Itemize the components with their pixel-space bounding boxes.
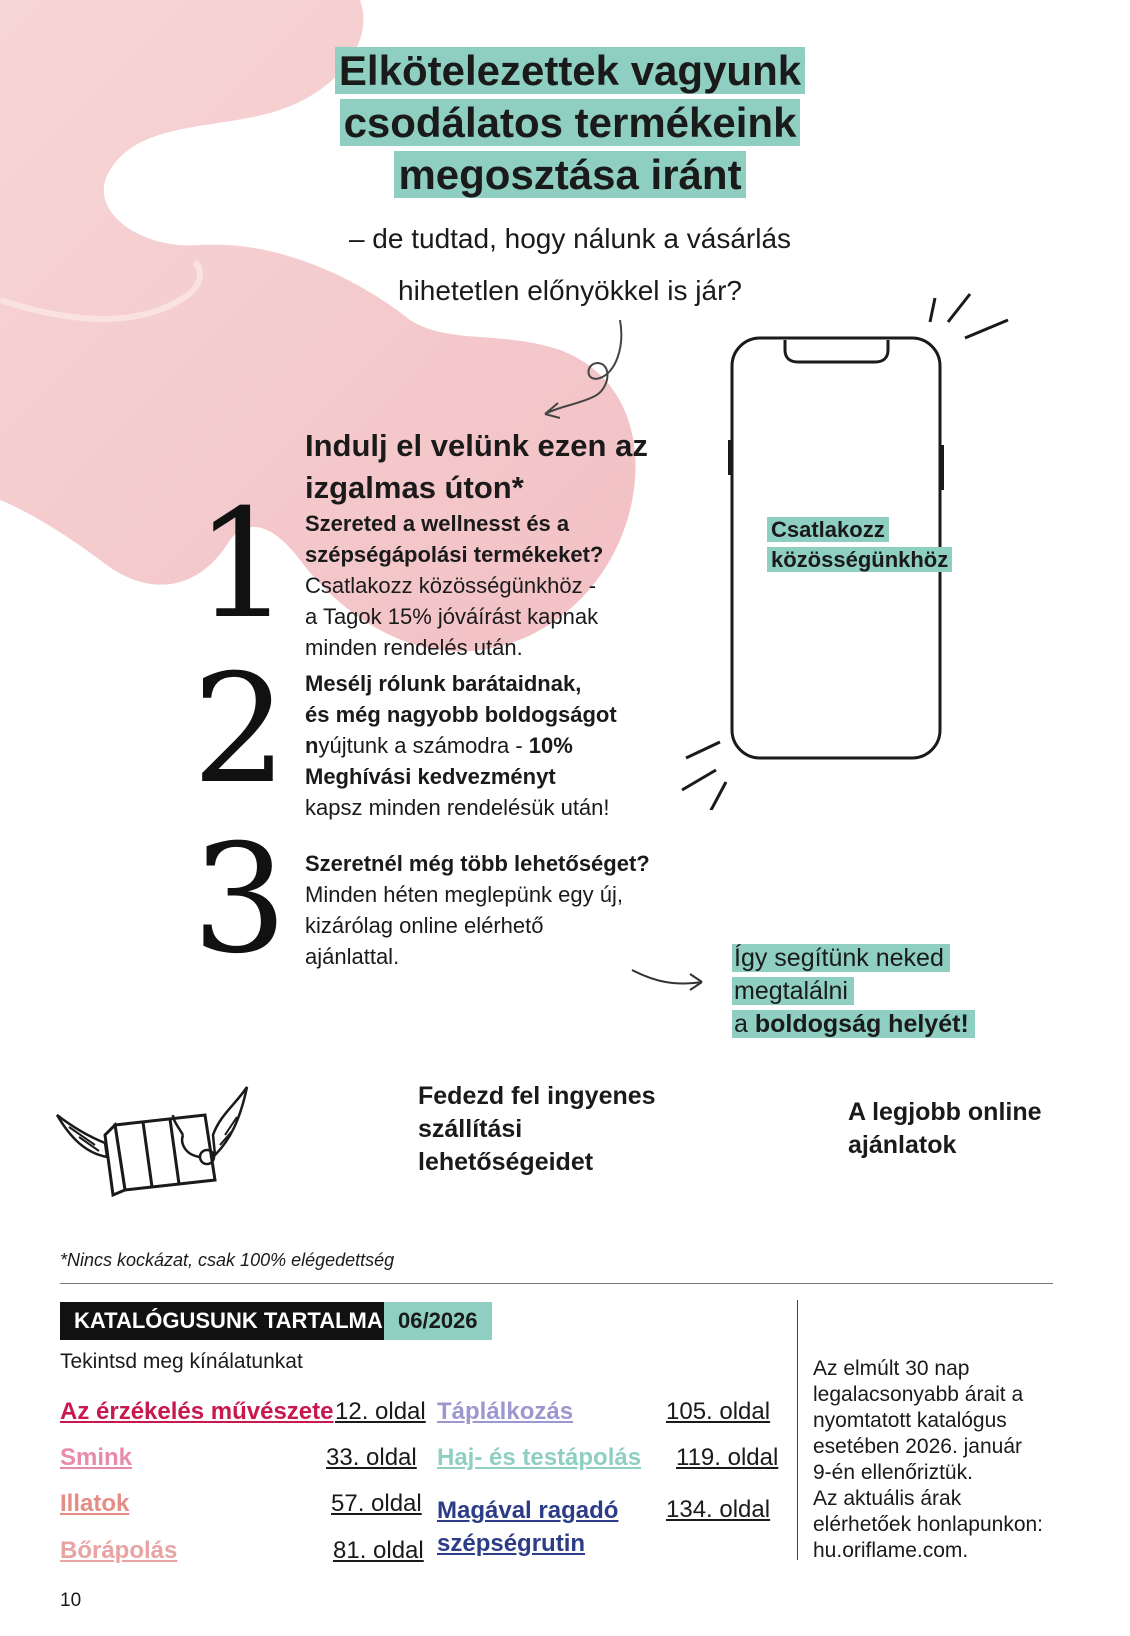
step-number-1: 1 bbox=[195, 478, 291, 652]
step-1-line-3: minden rendelés után. bbox=[305, 635, 523, 660]
toc-page-skincare[interactable]: 81. oldal bbox=[333, 1537, 424, 1564]
step-number-2: 2 bbox=[192, 643, 288, 817]
catalog-title: KATALÓGUSUNK TARTALMA bbox=[60, 1302, 397, 1340]
flying-gift-box-icon bbox=[55, 1065, 265, 1205]
price-note-line-5: 9-én ellenőriztük. bbox=[813, 1461, 973, 1484]
step-3-line-1: Minden héten meglepünk egy új, bbox=[305, 882, 623, 907]
step-1-text bbox=[305, 508, 665, 663]
shipping-line-2: szállítási bbox=[418, 1115, 523, 1143]
toc-page-fragrances[interactable]: 57. oldal bbox=[331, 1490, 422, 1517]
toc-link-nutrition[interactable]: Táplálkozás bbox=[437, 1398, 574, 1425]
catalog-date: 06/2026 bbox=[384, 1302, 492, 1340]
curly-arrow-icon bbox=[540, 318, 640, 428]
toc-page-makeup[interactable]: 33. oldal bbox=[326, 1444, 417, 1471]
journey-title bbox=[305, 425, 665, 509]
step-2-line3-text: yújtunk a számodra - bbox=[318, 733, 529, 758]
online-line-2: ajánlatok bbox=[848, 1131, 957, 1159]
find-line-3-bold: boldogság helyét! bbox=[754, 1010, 969, 1038]
toc-link-art-of-senses[interactable]: Az érzékelés művészete bbox=[60, 1398, 334, 1425]
find-line-2: megtalálni bbox=[732, 977, 854, 1005]
toc-link-fragrances[interactable]: Illatok bbox=[60, 1490, 130, 1517]
price-note-line-8: hu.oriflame.com. bbox=[813, 1539, 969, 1562]
step-3-text bbox=[305, 848, 665, 972]
price-note-line-3: nyomtatott katalógus bbox=[813, 1409, 1007, 1432]
price-note-line-6: Az aktuális árak bbox=[813, 1487, 962, 1510]
subtitle-line-2: hihetetlen előnyökkel is jár? bbox=[398, 275, 742, 306]
find-happiness-callout bbox=[732, 942, 975, 1041]
headline-line-1: Elkötelezettek vagyunk bbox=[335, 47, 805, 94]
headline-line-2: csodálatos termékeink bbox=[340, 99, 801, 146]
step-number-3: 3 bbox=[192, 813, 288, 987]
step-2-line4-bold: Meghívási kedvezményt bbox=[305, 764, 556, 789]
page-number: 10 bbox=[60, 1590, 82, 1611]
online-line-1: A legjobb online bbox=[848, 1098, 1042, 1126]
step-2-line-5: kapsz minden rendelésük után! bbox=[305, 795, 610, 820]
free-shipping-feature bbox=[418, 1080, 656, 1179]
vertical-divider bbox=[797, 1300, 798, 1560]
shipping-line-3: lehetőségeidet bbox=[418, 1148, 594, 1176]
price-note-line-1: Az elmúlt 30 nap bbox=[813, 1357, 970, 1380]
price-note bbox=[813, 1356, 1058, 1564]
price-note-line-7: elérhetőek honlapunkon: bbox=[813, 1513, 1044, 1536]
toc-page-art-of-senses[interactable]: 12. oldal bbox=[335, 1398, 426, 1425]
step-2-bold-2: és még nagyobb boldogságot bbox=[305, 702, 617, 727]
footnote: *Nincs kockázat, csak 100% elégedettség bbox=[60, 1250, 395, 1270]
step-3-bold-1: Szeretnél még több lehetőséget? bbox=[305, 851, 650, 876]
arrow-right-icon bbox=[630, 960, 710, 1000]
price-note-line-4: esetében 2026. január bbox=[813, 1435, 1023, 1458]
step-3-line-2: kizárólag online elérhető bbox=[305, 913, 544, 938]
beauty-routine-line-2: szépségrutin bbox=[437, 1530, 586, 1557]
catalog-subtitle: Tekintsd meg kínálatunkat bbox=[60, 1350, 303, 1373]
phone-label-line-2: közösségünkhöz bbox=[767, 547, 952, 572]
phone-join-label bbox=[767, 515, 952, 575]
step-2-line3-bold: n bbox=[305, 733, 319, 758]
divider bbox=[60, 1283, 1053, 1284]
step-1-line-2: a Tagok 15% jóváírást kapnak bbox=[305, 604, 599, 629]
toc-link-beauty-routine[interactable] bbox=[437, 1494, 618, 1560]
journey-title-line-2: izgalmas úton* bbox=[305, 470, 524, 505]
step-1-bold-1: Szereted a wellnesst és a bbox=[305, 511, 570, 536]
step-3-line-3: ajánlattal. bbox=[305, 944, 400, 969]
shipping-line-1: Fedezd fel ingyenes bbox=[418, 1082, 656, 1110]
toc-link-hair-body[interactable]: Haj- és testápolás bbox=[437, 1444, 642, 1471]
price-note-line-2: legalacsonyabb árait a bbox=[813, 1383, 1024, 1406]
toc-page-nutrition[interactable]: 105. oldal bbox=[666, 1398, 771, 1425]
find-line-1: Így segítünk neked bbox=[732, 944, 950, 972]
toc-page-hair-body[interactable]: 119. oldal bbox=[676, 1444, 779, 1471]
toc-link-skincare[interactable]: Bőrápolás bbox=[60, 1537, 178, 1564]
find-line-3-prefix: a bbox=[734, 1010, 755, 1038]
journey-title-line-1: Indulj el velünk ezen az bbox=[305, 428, 648, 463]
toc-page-beauty-routine[interactable]: 134. oldal bbox=[666, 1496, 771, 1523]
step-2-text bbox=[305, 668, 665, 823]
headline bbox=[300, 45, 840, 201]
step-1-bold-2: szépségápolási termékeket? bbox=[305, 542, 604, 567]
step-1-line-1: Csatlakozz közösségünkhöz - bbox=[305, 573, 597, 598]
step-2-bold-1: Mesélj rólunk barátaidnak, bbox=[305, 671, 582, 696]
online-offers-feature bbox=[848, 1096, 1042, 1162]
step-2-line3-bold-end: 10% bbox=[528, 733, 573, 758]
beauty-routine-line-1: Magával ragadó bbox=[437, 1497, 619, 1524]
headline-line-3: megosztása iránt bbox=[394, 151, 745, 198]
toc-link-makeup[interactable]: Smink bbox=[60, 1444, 133, 1471]
phone-label-line-1: Csatlakozz bbox=[767, 517, 889, 542]
subtitle-line-1: – de tudtad, hogy nálunk a vásárlás bbox=[348, 223, 792, 254]
